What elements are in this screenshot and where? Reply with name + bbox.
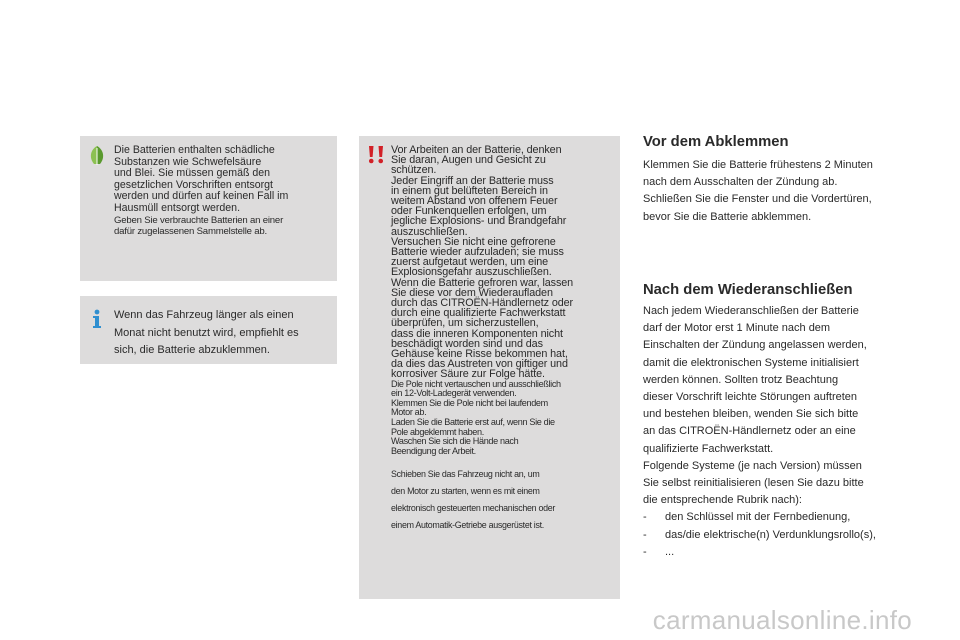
body-line: die entsprechende Rubrik nach): bbox=[643, 494, 802, 507]
env-line: Hausmüll entsorgt werden. bbox=[114, 201, 241, 214]
note-line: den Motor zu starten, wenn es mit einem bbox=[391, 486, 540, 497]
warn-fine-line: Klemmen Sie die Pole nicht bei laufendem bbox=[391, 397, 548, 408]
body-line: qualifizierte Fachwerkstatt. bbox=[643, 442, 774, 455]
warn-line: Sie daran, Augen und Gesicht zu bbox=[391, 154, 546, 167]
warn-line: dass die inneren Komponenten nicht bbox=[391, 327, 563, 340]
leaf-eco-icon bbox=[86, 144, 108, 166]
body-line: Folgende Systeme (je nach Version) müssen bbox=[643, 459, 862, 472]
env-line: Geben Sie verbrauchte Batterien an einer bbox=[114, 214, 284, 226]
body-line: Klemmen Sie die Batterie frühestens 2 Minuten bbox=[643, 159, 873, 171]
body-line: nach dem Ausschalten der Zündung ab. bbox=[643, 176, 838, 189]
body-line: an das CITROËN-Händlernetz oder an eine bbox=[643, 425, 856, 438]
section-title-after-reconnect: Nach dem Wiederanschließen bbox=[643, 282, 853, 298]
warn-line: Wenn die Batterie gefroren war, lassen bbox=[391, 276, 574, 289]
env-line: und Blei. Sie müssen gemäß den bbox=[114, 167, 271, 180]
env-line: werden und dürfen auf keinen Fall im bbox=[114, 190, 289, 203]
warn-line: durch das CITROËN-Händlernetz oder bbox=[391, 297, 574, 310]
section-title-before-disconnect: Vor dem Abklemmen bbox=[643, 134, 789, 150]
list-item-text: das/die elektrische(n) Verdunklungsrollo(s), bbox=[665, 528, 876, 541]
warn-fine-line: Laden Sie die Batterie erst auf, wenn Sie die bbox=[391, 417, 555, 428]
body-line: darf der Motor erst 1 Minute nach dem bbox=[643, 322, 831, 335]
list-item-text: ... bbox=[665, 545, 675, 558]
environment-note-text bbox=[114, 145, 329, 238]
note-line: einem Automatik-Getriebe ausgerüstet ist. bbox=[391, 519, 544, 530]
body-line: werden können. Sollten trotz Beachtung bbox=[643, 373, 839, 386]
info-line: sich, die Batterie abzuklemmen. bbox=[114, 344, 270, 356]
warn-line: schützen. bbox=[391, 164, 437, 177]
body-line: Einschalten der Zündung angelassen werden, bbox=[643, 339, 867, 352]
warn-line: Vor Arbeiten an der Batterie, denken bbox=[391, 144, 562, 156]
reinit-system-list bbox=[643, 509, 913, 561]
warn-line: korrosiver Säure zur Folge hätte. bbox=[391, 368, 545, 381]
list-item bbox=[643, 544, 913, 561]
warn-fine-line: Die Pole nicht vertauschen und ausschließlich bbox=[391, 378, 561, 389]
body-line: Nach jedem Wiederanschließen der Batterie bbox=[643, 305, 859, 317]
body-line: und bestehen bleiben, wenden Sie sich bitte bbox=[643, 408, 859, 421]
info-note-box bbox=[80, 296, 337, 364]
push-start-note bbox=[391, 466, 614, 533]
body-line: Sie selbst reinitialisieren (lesen Sie dazu bitte bbox=[643, 477, 864, 490]
warn-fine-line: ein 12-Volt-Ladegerät verwenden. bbox=[391, 388, 517, 399]
warn-line: jegliche Explosions- und Brandgefahr bbox=[391, 215, 567, 228]
warn-line: zuerst aufgetaut werden, um eine bbox=[391, 256, 549, 269]
warn-line: Explosionsgefahr auszuschließen. bbox=[391, 266, 552, 279]
warn-line: Versuchen Sie nicht eine gefrorene bbox=[391, 235, 556, 248]
warning-note-box bbox=[359, 136, 620, 599]
environment-note-box bbox=[80, 136, 337, 281]
list-dash: - bbox=[643, 545, 647, 558]
warn-line: weitem Abstand von offenem Feuer bbox=[391, 195, 558, 208]
warn-line: auszuschließen. bbox=[391, 225, 468, 238]
body-line: bevor Sie die Batterie abklemmen. bbox=[643, 210, 812, 223]
warn-fine-line: Motor ab. bbox=[391, 407, 427, 418]
warn-line: Gehäuse keine Risse bekommen hat, bbox=[391, 348, 568, 361]
list-item-text: den Schlüssel mit der Fernbedienung, bbox=[665, 511, 851, 524]
warn-line: überprüfen, um sicherzustellen, bbox=[391, 317, 539, 330]
info-line: Monat nicht benutzt wird, empfiehlt es bbox=[114, 326, 299, 339]
warn-line: Batterie wieder aufzuladen; sie muss bbox=[391, 246, 564, 259]
env-line: Die Batterien enthalten schädliche bbox=[114, 144, 275, 156]
section-body-after-reconnect bbox=[643, 303, 913, 561]
section-body-before-disconnect bbox=[643, 157, 913, 226]
info-note-text bbox=[114, 307, 329, 360]
watermark-text: carmanualsonline.info bbox=[652, 605, 912, 635]
warn-fine-line: Pole abgeklemmt haben. bbox=[391, 426, 484, 437]
warn-line: in einem gut belüfteten Bereich in bbox=[391, 184, 548, 197]
info-line: Wenn das Fahrzeug länger als einen bbox=[114, 309, 294, 321]
note-line: elektronisch gesteuerten mechanischen oder bbox=[391, 502, 556, 513]
body-line: Schließen Sie die Fenster und die Vordertüren, bbox=[643, 193, 872, 206]
warn-fine-line: Beendigung der Arbeit. bbox=[391, 445, 476, 456]
warning-note-text bbox=[391, 145, 614, 533]
list-dash: - bbox=[643, 528, 647, 541]
note-line: Schieben Sie das Fahrzeug nicht an, um bbox=[391, 469, 540, 480]
warn-line: Jeder Eingriff an der Batterie muss bbox=[391, 174, 554, 187]
warn-line: beschädigt worden sind und das bbox=[391, 337, 543, 350]
warn-line: durch eine qualifizierte Fachwerkstatt bbox=[391, 307, 566, 320]
env-line: Substanzen wie Schwefelsäure bbox=[114, 155, 262, 168]
warn-line: da dies das Austreten von giftiger und bbox=[391, 358, 568, 371]
list-dash: - bbox=[643, 511, 647, 524]
warn-line: oder Funkenquellen erfolgen, um bbox=[391, 205, 547, 218]
env-line: gesetzlichen Vorschriften entsorgt bbox=[114, 178, 273, 191]
env-line: dafür zugelassenen Sammelstelle ab. bbox=[114, 226, 267, 238]
warning-exclamation-icon bbox=[365, 144, 387, 166]
list-item bbox=[643, 509, 913, 526]
body-line: damit die elektronischen Systeme initialisiert bbox=[643, 356, 859, 369]
list-item bbox=[643, 527, 913, 544]
warn-fine-line: Waschen Sie sich die Hände nach bbox=[391, 436, 519, 447]
body-line: dieser Vorschrift leichte Störungen auftreten bbox=[643, 391, 858, 404]
warn-line: Sie diese vor dem Wiederaufladen bbox=[391, 286, 553, 299]
info-icon bbox=[86, 308, 108, 330]
